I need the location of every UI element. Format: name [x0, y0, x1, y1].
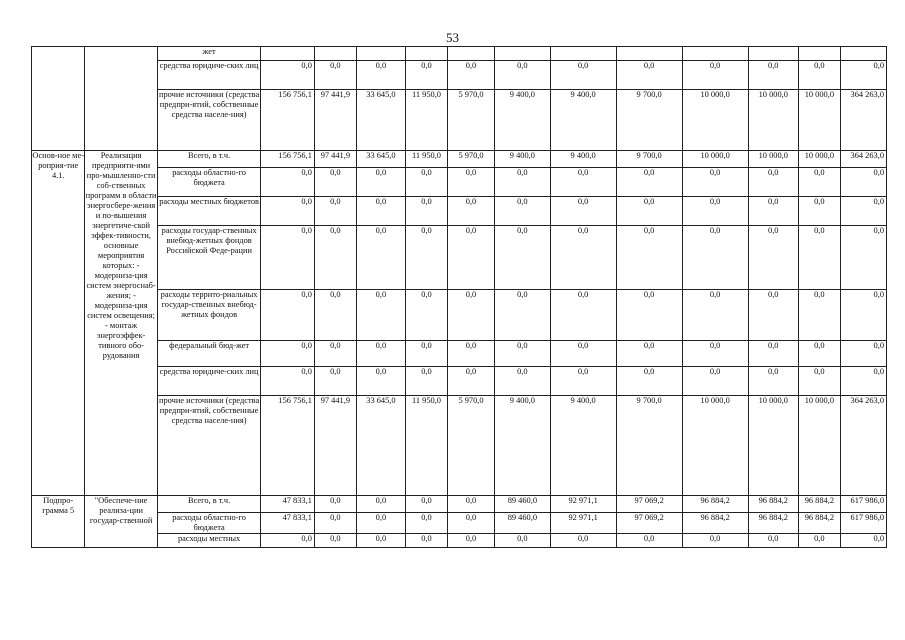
page-number: 53 [446, 30, 459, 45]
funding-source-cell: средства юридиче-ских лиц [157, 61, 261, 90]
funding-source-cell: расходы областно-го бюджета [157, 513, 261, 534]
value-cell: 0,0 [798, 534, 840, 548]
value-cell: 0,0 [447, 513, 494, 534]
value-cell [356, 47, 405, 61]
value-cell: 33 645,0 [356, 396, 405, 496]
value-cell: 617 986,0 [840, 513, 886, 534]
table-row [32, 151, 887, 168]
table-row [32, 61, 887, 90]
value-cell: 0,0 [495, 168, 551, 197]
value-cell: 0,0 [406, 534, 448, 548]
value-cell: 96 884,2 [748, 513, 798, 534]
value-cell: 0,0 [447, 534, 494, 548]
value-cell: 9 400,0 [550, 396, 616, 496]
funding-source-cell: расходы местных [157, 534, 261, 548]
value-cell: 11 950,0 [406, 151, 448, 168]
value-cell: 0,0 [314, 534, 356, 548]
value-cell: 156 756,1 [261, 151, 314, 168]
value-cell: 0,0 [356, 226, 405, 290]
table-row [32, 168, 887, 197]
value-cell: 0,0 [682, 226, 748, 290]
value-cell: 0,0 [616, 226, 682, 290]
value-cell: 9 400,0 [495, 396, 551, 496]
value-cell: 9 700,0 [616, 151, 682, 168]
table-row [32, 534, 887, 548]
value-cell: 0,0 [550, 534, 616, 548]
value-cell: 47 833,1 [261, 513, 314, 534]
value-cell: 0,0 [616, 168, 682, 197]
value-cell: 0,0 [447, 367, 494, 396]
value-cell: 0,0 [840, 341, 886, 367]
value-cell: 0,0 [550, 226, 616, 290]
value-cell [840, 47, 886, 61]
value-cell [261, 47, 314, 61]
value-cell [495, 47, 551, 61]
value-cell: 0,0 [314, 341, 356, 367]
table-row [32, 197, 887, 226]
value-cell: 0,0 [550, 290, 616, 341]
section-name-cell [85, 47, 157, 151]
value-cell: 10 000,0 [798, 151, 840, 168]
value-cell [314, 47, 356, 61]
value-cell: 364 263,0 [840, 396, 886, 496]
value-cell: 0,0 [798, 61, 840, 90]
value-cell: 0,0 [495, 61, 551, 90]
funding-source-cell: прочие источники (средства предпри-ятий, собственные средства населе-ния) [157, 396, 261, 496]
value-cell: 0,0 [840, 197, 886, 226]
value-cell: 9 700,0 [616, 90, 682, 151]
value-cell: 0,0 [495, 226, 551, 290]
value-cell: 364 263,0 [840, 151, 886, 168]
value-cell: 0,0 [406, 168, 448, 197]
value-cell: 0,0 [798, 197, 840, 226]
value-cell: 0,0 [616, 197, 682, 226]
value-cell: 364 263,0 [840, 90, 886, 151]
table-row [32, 367, 887, 396]
value-cell: 0,0 [840, 168, 886, 197]
value-cell: 10 000,0 [798, 90, 840, 151]
value-cell: 0,0 [550, 367, 616, 396]
value-cell: 0,0 [840, 367, 886, 396]
table-row [32, 396, 887, 496]
funding-source-cell: прочие источники (средства предпри-ятий, собственные средства населе-ния) [157, 90, 261, 151]
value-cell: 0,0 [406, 496, 448, 513]
value-cell: 0,0 [495, 197, 551, 226]
value-cell: 0,0 [616, 341, 682, 367]
value-cell: 0,0 [261, 226, 314, 290]
value-cell: 0,0 [314, 226, 356, 290]
table-row [32, 290, 887, 341]
value-cell: 0,0 [550, 341, 616, 367]
value-cell: 0,0 [748, 197, 798, 226]
value-cell: 0,0 [356, 341, 405, 367]
value-cell [748, 47, 798, 61]
value-cell: 0,0 [406, 341, 448, 367]
funding-source-cell: расходы террито-риальных государ-ственных внебюд-жетных фондов [157, 290, 261, 341]
value-cell: 0,0 [406, 513, 448, 534]
value-cell: 0,0 [261, 197, 314, 226]
value-cell: 0,0 [748, 226, 798, 290]
value-cell: 0,0 [261, 61, 314, 90]
value-cell: 0,0 [616, 534, 682, 548]
table-row [32, 496, 887, 513]
value-cell: 0,0 [261, 168, 314, 197]
value-cell: 0,0 [798, 341, 840, 367]
value-cell: 0,0 [314, 168, 356, 197]
value-cell: 156 756,1 [261, 90, 314, 151]
value-cell: 0,0 [406, 61, 448, 90]
value-cell: 96 884,2 [682, 496, 748, 513]
value-cell: 0,0 [356, 534, 405, 548]
value-cell: 0,0 [314, 496, 356, 513]
value-cell: 0,0 [495, 367, 551, 396]
value-cell: 96 884,2 [798, 513, 840, 534]
value-cell: 0,0 [748, 168, 798, 197]
value-cell: 0,0 [682, 341, 748, 367]
value-cell [406, 47, 448, 61]
value-cell: 0,0 [616, 61, 682, 90]
value-cell: 11 950,0 [406, 90, 448, 151]
value-cell: 9 400,0 [495, 151, 551, 168]
table-row [32, 513, 887, 534]
value-cell: 0,0 [261, 341, 314, 367]
value-cell: 0,0 [616, 290, 682, 341]
value-cell: 33 645,0 [356, 90, 405, 151]
value-cell: 10 000,0 [798, 396, 840, 496]
value-cell: 96 884,2 [748, 496, 798, 513]
value-cell: 0,0 [447, 341, 494, 367]
table-row [32, 47, 887, 61]
value-cell: 0,0 [840, 226, 886, 290]
value-cell: 0,0 [356, 513, 405, 534]
value-cell: 0,0 [550, 197, 616, 226]
table-row [32, 341, 887, 367]
value-cell: 0,0 [495, 290, 551, 341]
value-cell: 0,0 [406, 367, 448, 396]
value-cell: 0,0 [447, 496, 494, 513]
budget-table [31, 46, 887, 548]
value-cell: 5 970,0 [447, 151, 494, 168]
funding-source-cell: средства юридиче-ских лиц [157, 367, 261, 396]
section-name-cell: Реализация предприяти-ями про-мышленно-сти соб-ственных программ в области энергосбере-жения и по-вышения энергетиче-ской эффек-тивности, основные мероприятия которых: - модерниза-ция систем энергоснаб-жения; - модерниза-ция систем освещения; - монтаж энергоэффек-тивного обо-рудования [85, 151, 157, 496]
value-cell: 0,0 [261, 534, 314, 548]
value-cell [682, 47, 748, 61]
value-cell: 0,0 [447, 168, 494, 197]
value-cell: 0,0 [682, 534, 748, 548]
value-cell: 0,0 [748, 367, 798, 396]
section-code-cell: Подпро-грамма 5 [32, 496, 85, 548]
value-cell: 0,0 [356, 290, 405, 341]
value-cell: 33 645,0 [356, 151, 405, 168]
value-cell: 0,0 [356, 496, 405, 513]
value-cell: 0,0 [798, 367, 840, 396]
value-cell: 0,0 [314, 513, 356, 534]
value-cell: 96 884,2 [798, 496, 840, 513]
value-cell: 97 069,2 [616, 513, 682, 534]
value-cell: 0,0 [748, 61, 798, 90]
value-cell: 0,0 [406, 290, 448, 341]
funding-source-cell: расходы государ-ственных внебюд-жетных фондов Российской Феде-рации [157, 226, 261, 290]
value-cell [550, 47, 616, 61]
section-name-cell: "Обеспече-ние реализа-ции государ-ственной [85, 496, 157, 548]
value-cell: 9 400,0 [550, 90, 616, 151]
funding-source-cell: федеральный бюд-жет [157, 341, 261, 367]
funding-source-cell: Всего, в т.ч. [157, 496, 261, 513]
value-cell: 10 000,0 [748, 396, 798, 496]
value-cell: 0,0 [356, 168, 405, 197]
value-cell: 0,0 [682, 61, 748, 90]
value-cell [447, 47, 494, 61]
table-row [32, 226, 887, 290]
section-code-cell: Основ-ное ме-роприя-тие 4.1. [32, 151, 85, 496]
value-cell: 0,0 [616, 367, 682, 396]
value-cell: 0,0 [840, 61, 886, 90]
value-cell: 92 971,1 [550, 496, 616, 513]
value-cell: 0,0 [495, 341, 551, 367]
value-cell: 0,0 [447, 290, 494, 341]
value-cell: 0,0 [447, 226, 494, 290]
value-cell: 0,0 [261, 367, 314, 396]
value-cell: 0,0 [550, 61, 616, 90]
value-cell: 0,0 [314, 61, 356, 90]
value-cell: 10 000,0 [682, 151, 748, 168]
value-cell: 0,0 [840, 534, 886, 548]
value-cell: 92 971,1 [550, 513, 616, 534]
value-cell: 0,0 [356, 197, 405, 226]
value-cell: 0,0 [495, 534, 551, 548]
value-cell: 96 884,2 [682, 513, 748, 534]
value-cell: 11 950,0 [406, 396, 448, 496]
value-cell: 47 833,1 [261, 496, 314, 513]
value-cell: 0,0 [748, 534, 798, 548]
value-cell: 5 970,0 [447, 90, 494, 151]
value-cell: 0,0 [314, 197, 356, 226]
funding-source-cell: расходы областно-го бюджета [157, 168, 261, 197]
value-cell: 10 000,0 [682, 396, 748, 496]
value-cell: 0,0 [798, 290, 840, 341]
value-cell: 617 986,0 [840, 496, 886, 513]
funding-source-cell: Всего, в т.ч. [157, 151, 261, 168]
funding-source-cell: расходы местных бюджетов [157, 197, 261, 226]
value-cell: 0,0 [356, 61, 405, 90]
section-code-cell [32, 47, 85, 151]
value-cell: 0,0 [682, 168, 748, 197]
value-cell: 0,0 [748, 341, 798, 367]
value-cell: 0,0 [314, 290, 356, 341]
value-cell [798, 47, 840, 61]
value-cell: 0,0 [840, 290, 886, 341]
value-cell: 0,0 [447, 61, 494, 90]
value-cell: 97 441,9 [314, 396, 356, 496]
value-cell: 0,0 [748, 290, 798, 341]
value-cell: 0,0 [406, 197, 448, 226]
value-cell: 97 441,9 [314, 90, 356, 151]
table-row [32, 90, 887, 151]
value-cell: 0,0 [406, 226, 448, 290]
funding-source-cell: жет [157, 47, 261, 61]
value-cell: 10 000,0 [748, 151, 798, 168]
value-cell: 0,0 [682, 290, 748, 341]
value-cell: 0,0 [356, 367, 405, 396]
value-cell: 0,0 [550, 168, 616, 197]
value-cell: 0,0 [261, 290, 314, 341]
value-cell: 0,0 [682, 367, 748, 396]
value-cell: 0,0 [447, 197, 494, 226]
value-cell [616, 47, 682, 61]
value-cell: 10 000,0 [748, 90, 798, 151]
value-cell: 97 441,9 [314, 151, 356, 168]
value-cell: 0,0 [798, 226, 840, 290]
value-cell: 0,0 [682, 197, 748, 226]
value-cell: 9 700,0 [616, 396, 682, 496]
value-cell: 97 069,2 [616, 496, 682, 513]
value-cell: 0,0 [798, 168, 840, 197]
value-cell: 10 000,0 [682, 90, 748, 151]
value-cell: 5 970,0 [447, 396, 494, 496]
value-cell: 0,0 [314, 367, 356, 396]
value-cell: 9 400,0 [550, 151, 616, 168]
value-cell: 9 400,0 [495, 90, 551, 151]
value-cell: 156 756,1 [261, 396, 314, 496]
value-cell: 89 460,0 [495, 496, 551, 513]
value-cell: 89 460,0 [495, 513, 551, 534]
